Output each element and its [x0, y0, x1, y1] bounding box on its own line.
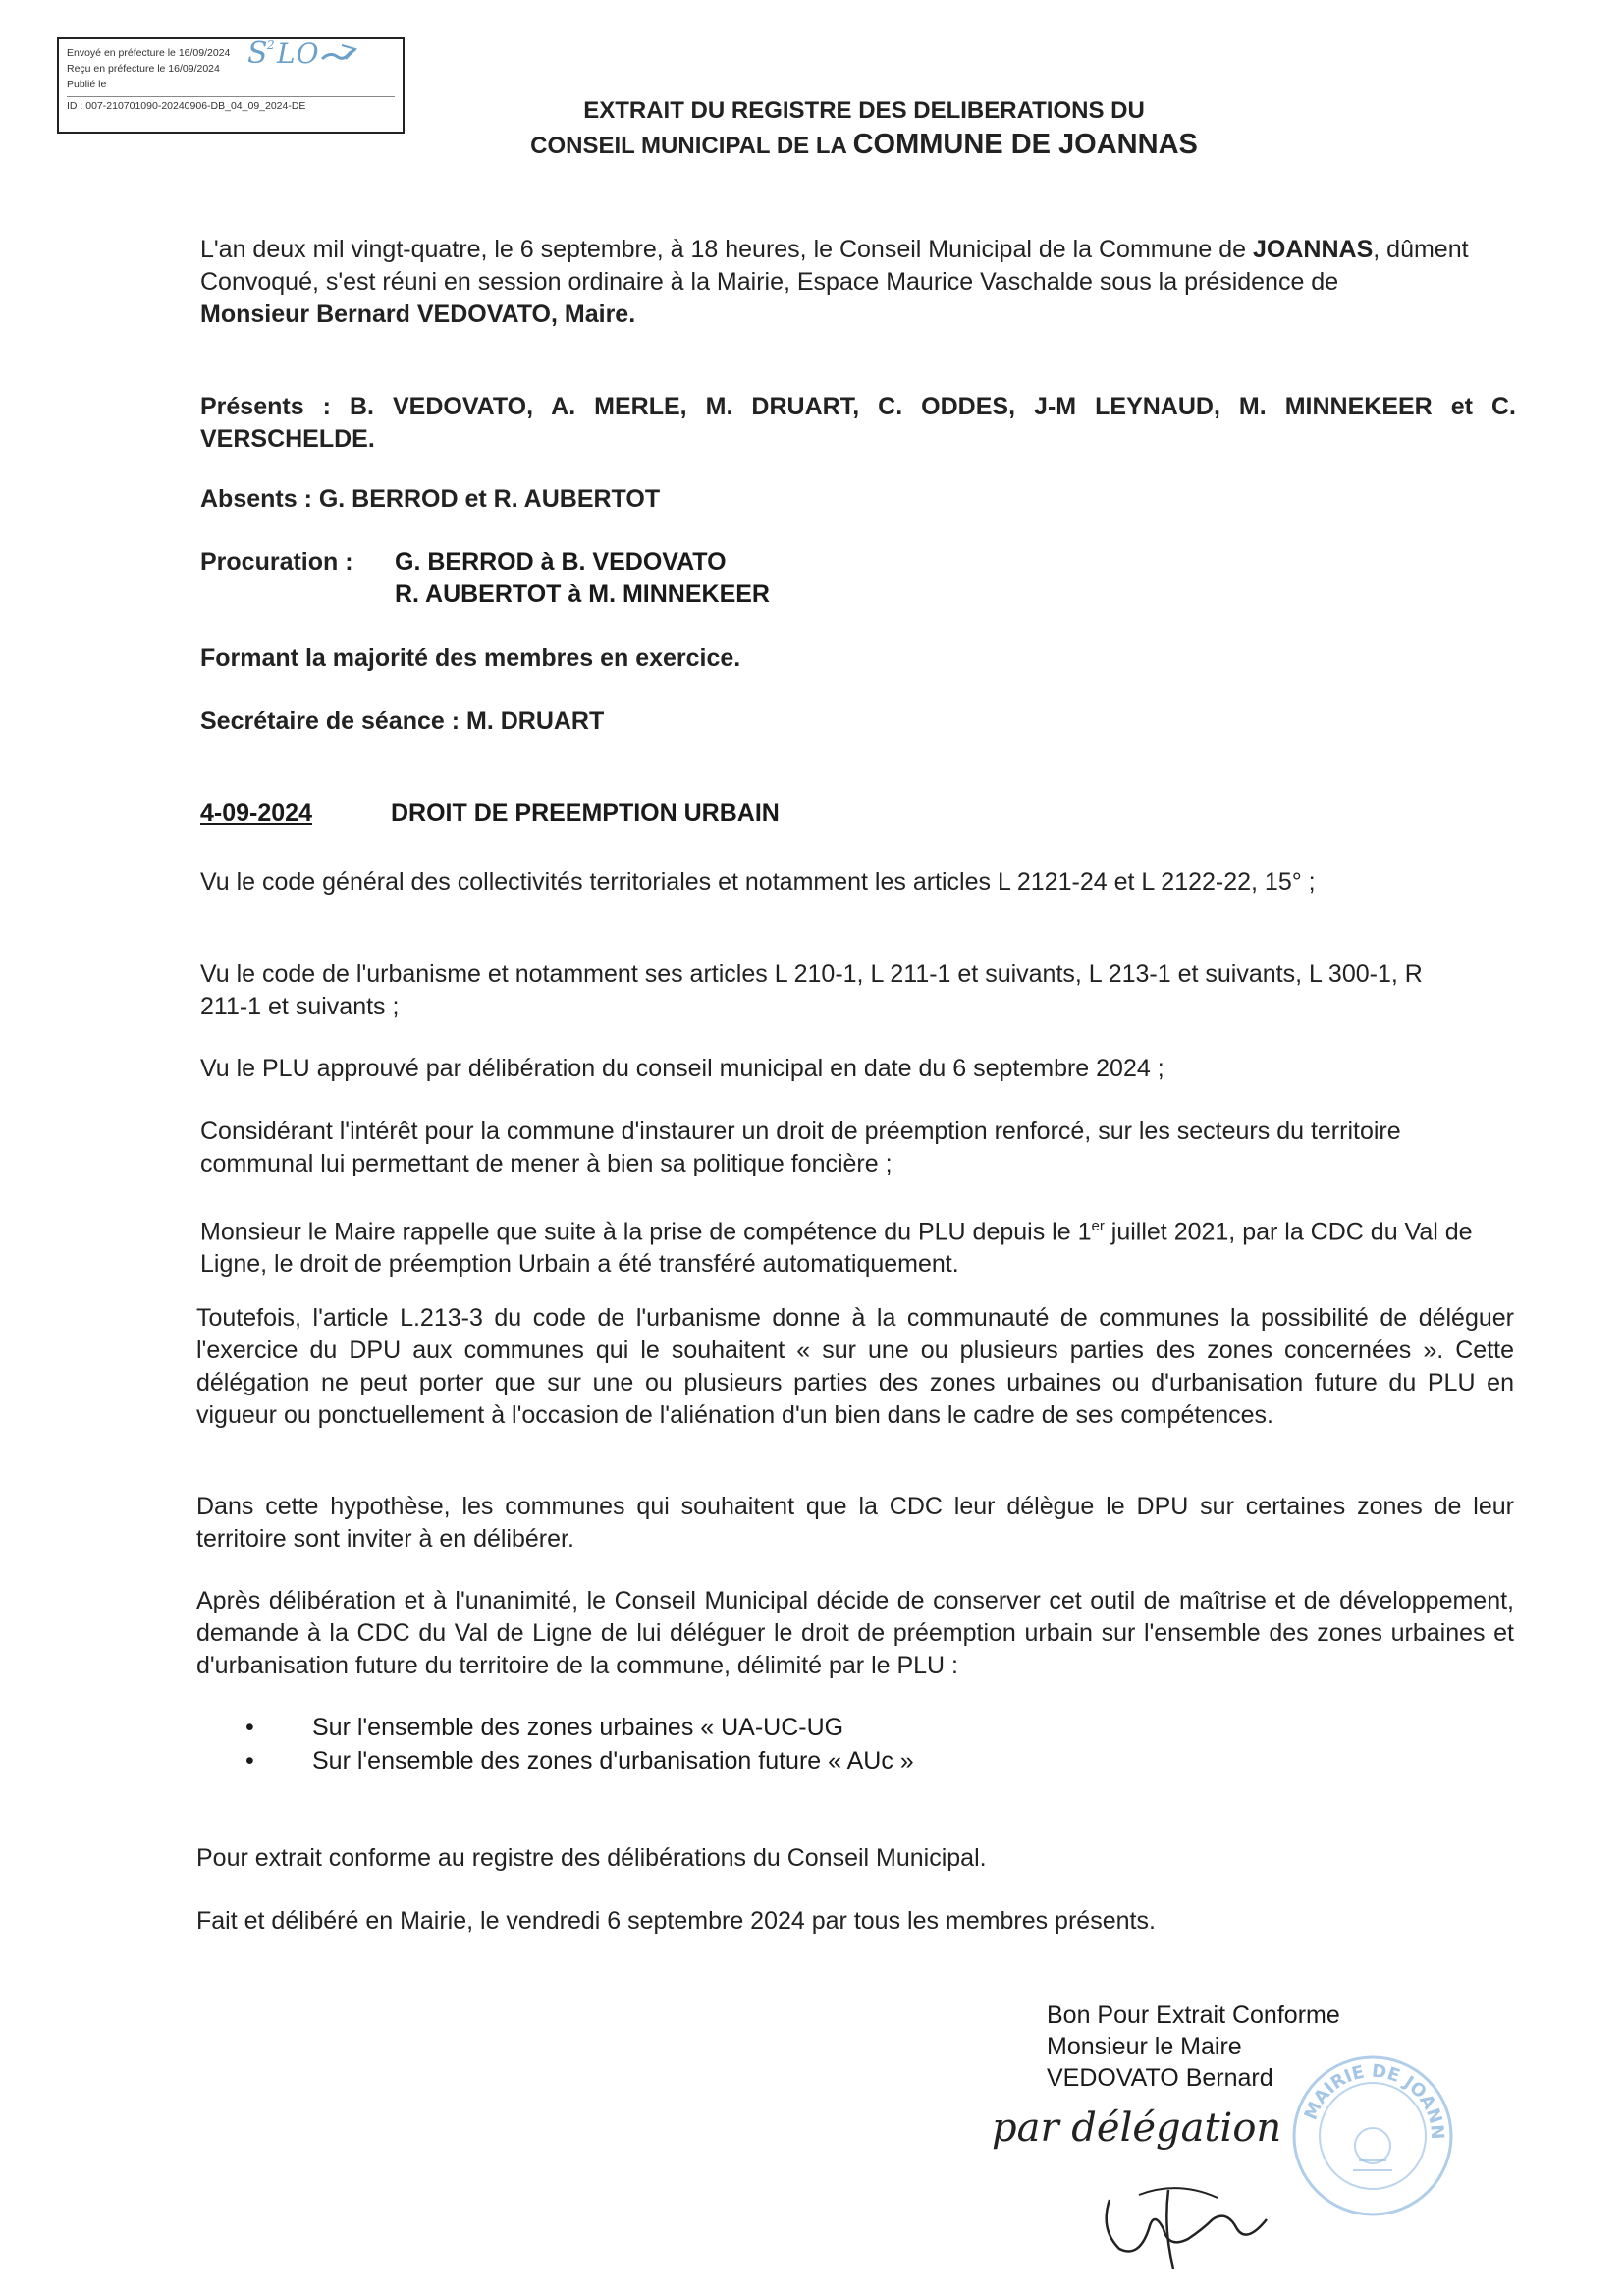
- paragraph-p5a: Monsieur le Maire rappelle que suite à la prise de compétence du PLU depuis le 1: [200, 1218, 1092, 1246]
- svg-text:S: S: [247, 36, 269, 71]
- secretaire-line: [200, 705, 604, 738]
- absents-line: Absents : G. BERROD et R. AUBERTOT: [200, 485, 661, 513]
- paragraph-p5-sup: er: [1091, 1218, 1105, 1234]
- paragraph-p1: Vu le code général des collectivités territoriales et notamment les articles L 2121-24 et L 2122-22, 15° ;: [200, 868, 1316, 896]
- signature-line3: VEDOVATO Bernard: [1047, 2064, 1273, 2092]
- secretaire-label: Secrétaire de séance :: [200, 707, 466, 735]
- svg-text:2: 2: [267, 38, 276, 52]
- intro-part1: L'an deux mil vingt-quatre, le 6 septembre, à 18 heures, le Conseil Municipal de la Commune de: [200, 236, 1254, 263]
- paragraph-p6: Toutefois, l'article L.213-3 du code de l'urbanisme donne à la communauté de communes la possibilité de déléguer l'exercice du DPU aux communes qui le souhaitent « sur une ou plusieurs parties des zones concernées ». Cette délégation ne peut porter que sur une ou plusieurs parties des zones urbaines ou d'urbanisation future du PLU en vigueur ou ponctuellement à l'occasion de l'aliénation d'un bien dans le cadre de ses compétences.: [196, 1304, 1514, 1429]
- procuration-item: G. BERROD à B. VEDOVATO: [395, 548, 727, 575]
- stamp-id: ID : 007-210701090-20240906-DB_04_09_2024-DE: [67, 96, 395, 114]
- list-item: • Sur l'ensemble des zones d'urbanisation future « AUc »: [245, 1744, 914, 1777]
- intro-part2: , dûment: [1373, 236, 1469, 263]
- zones-list: [245, 1711, 914, 1777]
- majorite-line: Formant la majorité des membres en exercice.: [200, 644, 741, 672]
- deliberation-title: DROIT DE PREEMPTION URBAIN: [391, 799, 780, 827]
- header-line1: EXTRAIT DU REGISTRE DES DELIBERATIONS DU: [583, 97, 1145, 124]
- stamp-publie: Publié le: [67, 79, 107, 90]
- presents-paragraph: Présents : B. VEDOVATO, A. MERLE, M. DRUART, C. ODDES, J-M LEYNAUD, M. MINNEKEER et C. VERSCHELDE.: [200, 393, 1516, 453]
- signature-line1: Bon Pour Extrait Conforme: [1047, 2001, 1340, 2029]
- intro-paragraph: [200, 234, 1516, 331]
- paragraph-p5b: juillet 2021, par la CDC du Val de Ligne, le droit de préemption Urbain a été transféré automatiquement.: [200, 1218, 1473, 1279]
- intro-part3: Convoqué, s'est réuni en session ordinaire à la Mairie, Espace Maurice Vaschalde sous la présidence de: [200, 268, 1339, 296]
- paragraph-p4: Considérant l'intérêt pour la commune d'instaurer un droit de préemption renforcé, sur les secteurs du territoire communal lui permettant de mener à bien sa politique foncière ;: [200, 1118, 1401, 1177]
- procuration-item: R. AUBERTOT à M. MINNEKEER: [395, 580, 770, 608]
- secretaire-name: M. DRUART: [466, 707, 605, 735]
- handwritten-signature: [992, 2082, 1326, 2283]
- document-header: [412, 94, 1316, 163]
- header-commune: COMMUNE DE JOANNAS: [852, 129, 1198, 160]
- paragraph-p2: Vu le code de l'urbanisme et notamment ses articles L 210-1, L 211-1 et suivants, L 213-1 et suivants, L 300-1, R 211-1 et suivants ;: [200, 960, 1423, 1020]
- svg-text:LO: LO: [277, 37, 320, 70]
- closing-line1: Pour extrait conforme au registre des délibérations du Conseil Municipal.: [196, 1844, 987, 1872]
- slo-logo: [240, 29, 377, 80]
- paragraph-p3: Vu le PLU approuvé par délibération du conseil municipal en date du 6 septembre 2024 ;: [200, 1055, 1164, 1082]
- procuration-label: Procuration :: [200, 548, 353, 575]
- procuration-list: [395, 546, 770, 611]
- paragraph-p5: [200, 1210, 1518, 1281]
- intro-commune: JOANNAS: [1253, 236, 1374, 263]
- signature-line2: Monsieur le Maire: [1047, 2033, 1242, 2060]
- stamp-envoye: Envoyé en préfecture le 16/09/2024: [67, 47, 231, 59]
- paragraph-p7: Dans cette hypothèse, les communes qui souhaitent que la CDC leur délègue le DPU sur certaines zones de leur territoire sont inviter à en délibérer.: [196, 1493, 1514, 1553]
- slo-logo-icon: [240, 29, 377, 73]
- list-item: • Sur l'ensemble des zones urbaines « UA-UC-UG: [245, 1711, 914, 1744]
- svg-text:MAIRIE DE JOANNAS: MAIRIE DE JOANN: [1300, 2060, 1448, 2141]
- header-line2-prefix: CONSEIL MUNICIPAL DE LA: [530, 133, 853, 159]
- stamp-recu: Reçu en préfecture le 16/09/2024: [67, 63, 220, 75]
- signature-icon: [992, 2082, 1326, 2278]
- intro-president: Monsieur Bernard VEDOVATO, Maire.: [200, 301, 636, 328]
- deliberation-number: 4-09-2024: [200, 799, 312, 827]
- header-line2: [412, 128, 1316, 163]
- svg-text:par délégation: par délégation: [992, 2105, 1282, 2151]
- closing-line2: Fait et délibéré en Mairie, le vendredi 6 septembre 2024 par tous les membres présents.: [196, 1907, 1156, 1935]
- paragraph-p8: Après délibération et à l'unanimité, le Conseil Municipal décide de conserver cet outil de maîtrise et de développement, demande à la CDC du Val de Ligne de lui déléguer le droit de préemption urbain sur l'ensemble des zones urbaines et d'urbanisation future du territoire de la commune, délimité par le PLU :: [196, 1587, 1514, 1679]
